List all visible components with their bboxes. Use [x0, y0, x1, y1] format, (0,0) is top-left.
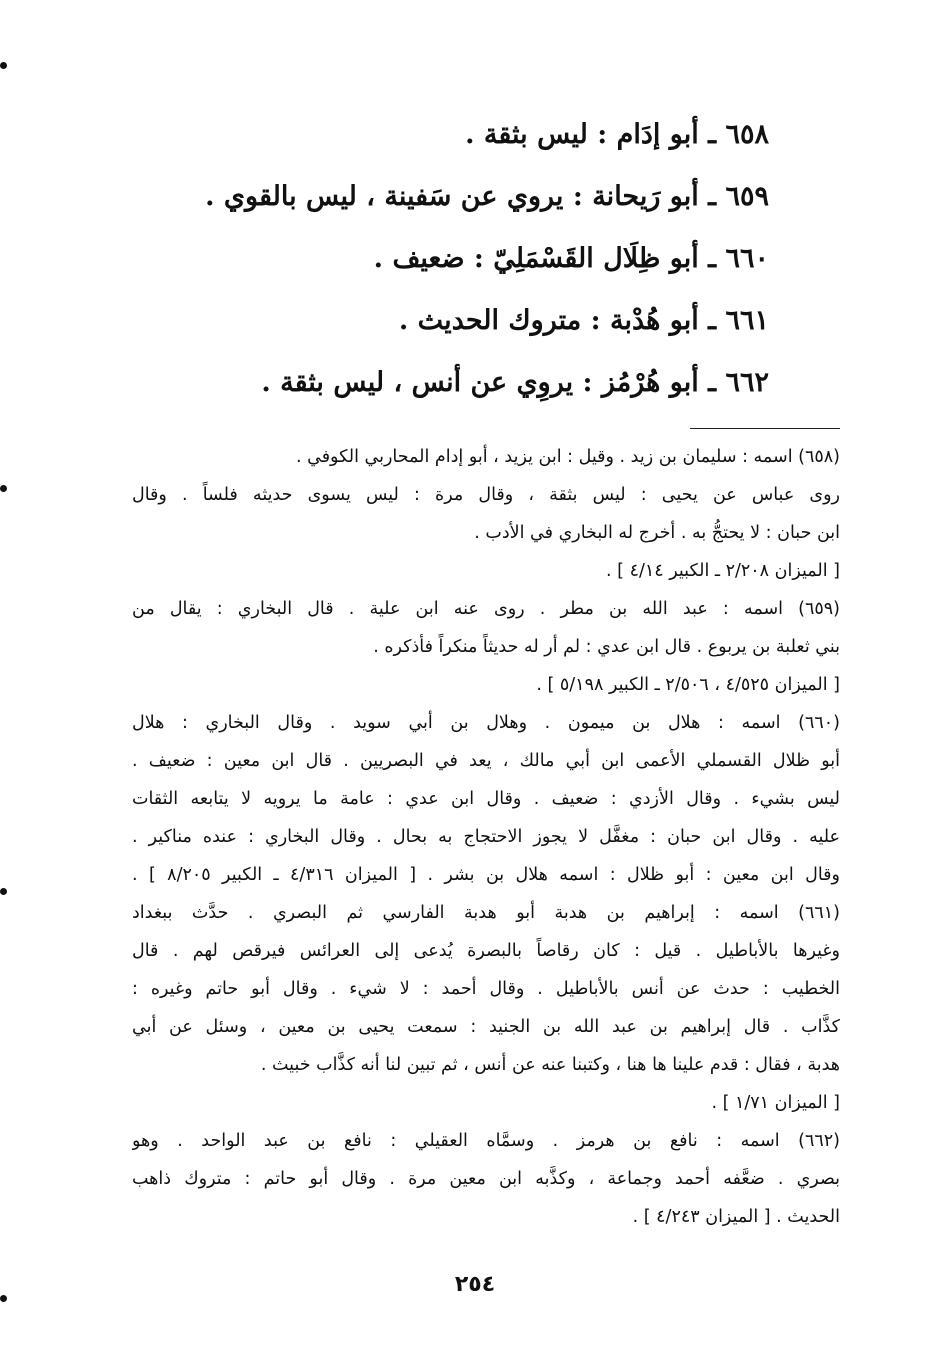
footnotes: [132, 438, 840, 1236]
margin-mark: [0, 62, 7, 69]
footnote-line: ابن حبان : لا يحتجُّ به . أخرج له البخاري في الأدب .: [474, 523, 840, 543]
footnote-line: الخطيب : حدث عن أنس بالأباطيل . وقال أحمد : لا شيء . وقال أبو حاتم وغيره :: [132, 979, 840, 999]
entry-659: ٦٥٩ ـ أبو رَيحانة : يروي عن سَفينة ، ليس بالقوي .: [205, 181, 769, 212]
page-number: ٢٥٤: [454, 1272, 496, 1297]
footnote-line: (٦٥٩) اسمه : عبد الله بن مطر . روى عنه ابن علية . قال البخاري : يقال من: [132, 599, 840, 619]
margin-mark: [0, 888, 7, 895]
footnote-line: (٦٦٢) اسمه : نافع بن هرمز . وسمَّاه العقيلي : نافع بن عبد الواحد . وهو: [132, 1131, 840, 1151]
footnote-line: (٦٦١) اسمه : إبراهيم بن هدبة أبو هدبة الفارسي ثم البصري . حدَّث ببغداد: [132, 903, 840, 923]
footnote-line: هدبة ، فقال : قدم علينا ها هنا ، وكتبنا عنه عن أنس ، ثم تبين لنا أنه كذَّاب خبيث .: [260, 1055, 840, 1075]
footnote-line: الحديث . [ الميزان ٤/٢٤٣ ] .: [632, 1207, 840, 1227]
footnote-separator: [690, 428, 840, 429]
entries-list: [149, 108, 769, 418]
footnote-line: روى عباس عن يحيى : ليس بثقة ، وقال مرة : ليس يسوى حديثه فلساً . وقال: [132, 485, 840, 505]
entry-662: ٦٦٢ ـ أبو هُرْمُز : يروِي عن أنس ، ليس بثقة .: [261, 367, 769, 398]
footnote-line: وغيرها بالأباطيل . قيل : كان رقاصاً بالبصرة يُدعى إلى العرائس فيرقص لهم . قال: [132, 941, 840, 961]
footnote-line: (٦٥٨) اسمه : سليمان بن زيد . وقيل : ابن يزيد ، أبو إدام المحاربي الكوفي .: [295, 447, 840, 467]
footnote-line: ليس بشيء . وقال الأزدي : ضعيف . وقال ابن عدي : عامة ما يرويه لا يتابعه الثقات: [132, 789, 840, 809]
footnote-line: (٦٦٠) اسمه : هلال بن ميمون . وهلال بن أبي سويد . وقال البخاري : هلال: [132, 713, 840, 733]
footnote-line: بني ثعلبة بن يربوع . قال ابن عدي : لم أر له حديثاً منكراً فأذكره .: [373, 637, 840, 657]
footnote-line: [ الميزان ٤/٥٢٥ ، ٢/٥٠٦ ـ الكبير ٥/١٩٨ ] .: [536, 675, 840, 695]
footnote-line: كذَّاب . قال إبراهيم بن عبد الله بن الجنيد : سمعت يحيى بن معين ، وسئل عن أبي: [132, 1017, 840, 1037]
footnote-line: وقال ابن معين : أبو ظلال : اسمه هلال بن بشر . [ الميزان ٤/٣١٦ ـ الكبير ٨/٢٠٥ ] .: [132, 865, 840, 885]
footnote-line: عليه . وقال ابن حبان : مغفَّل لا يجوز الاحتجاج به بحال . وقال البخاري : عنده مناكير .: [132, 827, 840, 847]
entry-661: ٦٦١ ـ أبو هُدْبة : متروك الحديث .: [398, 305, 769, 336]
entry-660: ٦٦٠ ـ أبو ظِلَال القَسْمَلِيّ : ضعيف .: [373, 243, 769, 274]
footnote-line: بصري . ضعَّفه أحمد وجماعة ، وكذَّبه ابن معين مرة . وقال أبو حاتم : متروك ذاهب: [132, 1169, 840, 1189]
footnote-line: [ الميزان ١/٧١ ] .: [711, 1093, 840, 1113]
footnote-line: أبو ظلال القسملي الأعمى ابن أبي مالك ، يعد في البصريين . قال ابن معين : ضعيف .: [132, 751, 840, 771]
entry-658: ٦٥٨ ـ أبو إدَام : ليس بثقة .: [465, 119, 769, 150]
margin-mark: [0, 485, 7, 492]
margin-mark: [0, 1295, 7, 1302]
footnote-line: [ الميزان ٢/٢٠٨ ـ الكبير ٤/١٤ ] .: [606, 561, 840, 581]
